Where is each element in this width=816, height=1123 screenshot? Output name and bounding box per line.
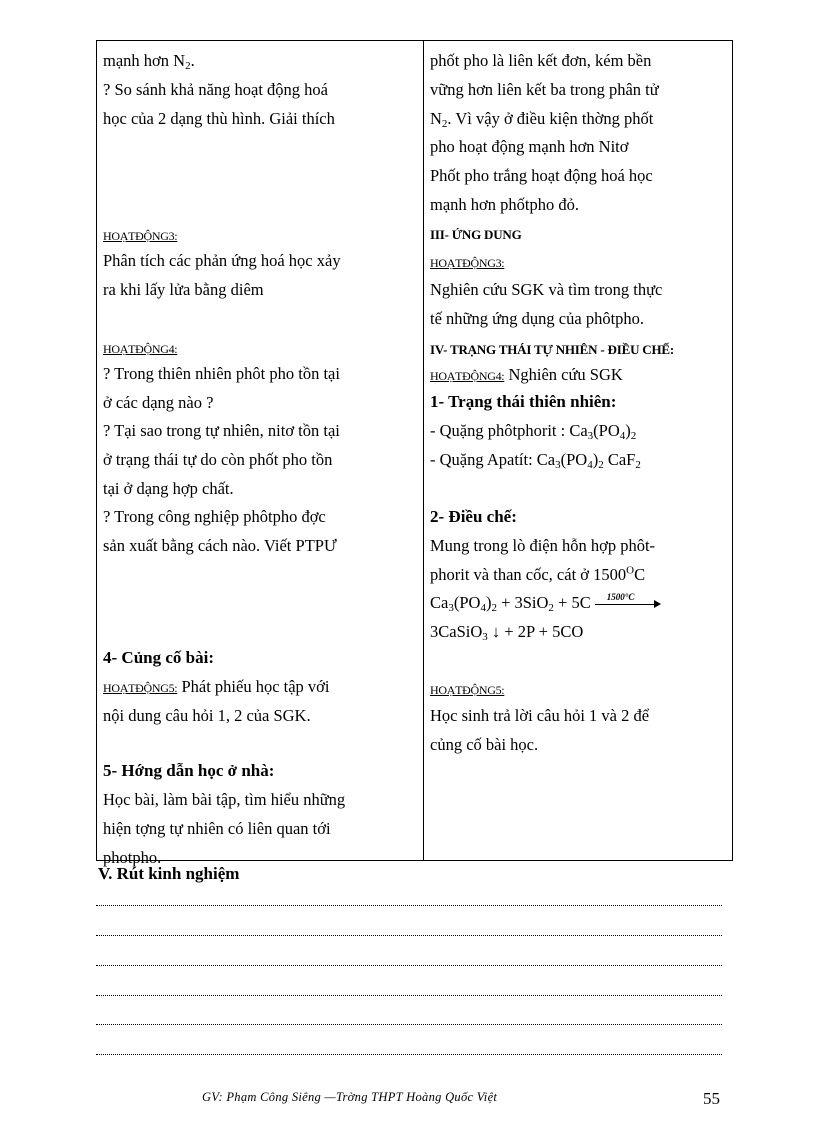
activity-label: HOẠTĐỘNG3: bbox=[103, 229, 178, 243]
text-line: Nghiên cứu SGK và tìm trong thực bbox=[430, 280, 663, 299]
activity-label: HOẠTĐỘNG5: bbox=[103, 681, 178, 695]
section-title: V. Rút kinh nghiệm bbox=[98, 864, 240, 883]
text-line: ra khi lấy lửa bằng diêm bbox=[103, 280, 264, 299]
text-line: HOẠTĐỘNG5: Phát phiếu học tập với bbox=[103, 677, 330, 696]
text-line: phốt pho là liên kết đơn, kém bền bbox=[430, 51, 652, 70]
text-line: Mung trong lò điện hỗn hợp phôt- bbox=[430, 536, 656, 555]
column-divider bbox=[423, 41, 424, 860]
section-heading: 4- Củng cố bài: bbox=[103, 648, 214, 667]
activity-label: HOẠTĐỘNG4: bbox=[103, 342, 178, 356]
text-line: Phốt pho trắng hoạt động hoá học bbox=[430, 166, 653, 185]
text-line: tại ở dạng hợp chất. bbox=[103, 479, 234, 498]
section-heading: III- ỨNG DUNG bbox=[430, 227, 522, 242]
equation: 3CaSiO$_3$ ↓ + 2P + 5CO bbox=[430, 622, 584, 643]
text-line: vững hơn liên kết ba trong phân tử bbox=[430, 80, 659, 99]
text-line: Phân tích các phản ứng hoá học xảy bbox=[103, 251, 341, 270]
text-line: - Quặng Apatít: $Ca_3(PO_4)_2$ CaF$_2$ bbox=[430, 450, 641, 471]
dotted-line bbox=[96, 904, 722, 906]
text-line: - Quặng phôtphorit : $Ca_3(PO_4)_2$ bbox=[430, 421, 637, 442]
text-line: ? Trong công nghiệp phôtpho đợc bbox=[103, 507, 326, 526]
dotted-line bbox=[96, 994, 722, 996]
text-line: sản xuất bằng cách nào. Viết PTPƯ bbox=[103, 536, 337, 555]
text-line: mạnh hơn phốtpho đỏ. bbox=[430, 195, 579, 214]
text-line: photpho. bbox=[103, 848, 162, 867]
text-line: phorit và than cốc, cát ở $1500^OC$ bbox=[430, 564, 646, 584]
text-line: Học sinh trả lời câu hỏi 1 và 2 để bbox=[430, 706, 650, 725]
section-heading: IV- TRẠNG THÁI TỰ NHIÊN - ĐIỀU CHẾ: bbox=[430, 342, 675, 357]
page-footer: GV: Phạm Công Siêng —Trờng THPT Hoàng Quốc Việt bbox=[202, 1090, 498, 1104]
subheading: 2- Điều chế: bbox=[430, 507, 517, 526]
dotted-line bbox=[96, 964, 722, 966]
lesson-table bbox=[96, 40, 733, 867]
text-line: hiện tợng tự nhiên có liên quan tới bbox=[103, 819, 331, 838]
dotted-line bbox=[96, 934, 722, 936]
text-line: Học bài, làm bài tập, tìm hiểu những bbox=[103, 790, 346, 809]
text-line: mạnh hơn $N_2$. bbox=[103, 51, 195, 72]
dotted-line bbox=[96, 1023, 722, 1025]
dotted-line bbox=[96, 1053, 722, 1055]
text-line: pho hoạt động mạnh hơn Nitơ bbox=[430, 137, 629, 156]
subheading: 1- Trạng thái thiên nhiên: bbox=[430, 392, 617, 411]
section-heading: 5- Hớng dẫn học ở nhà: bbox=[103, 761, 275, 780]
text-line: củng cố bài học. bbox=[430, 735, 539, 754]
text-line: ? Tại sao trong tự nhiên, nitơ tồn tại bbox=[103, 421, 340, 440]
text-line: học của 2 dạng thù hình. Giải thích bbox=[103, 109, 335, 128]
text-line: tế những ứng dụng của phôtpho. bbox=[430, 309, 645, 328]
text-line: HOẠTĐỘNG4: Nghiên cứu SGK bbox=[430, 365, 623, 384]
reaction-arrow-icon: 1500°C bbox=[595, 596, 661, 612]
text-line: ? Trong thiên nhiên phôt pho tồn tại bbox=[103, 364, 340, 383]
text-line: $N_2$. Vì vậy ở điều kiện thờng phốt bbox=[430, 109, 654, 130]
activity-label: HOẠTĐỘNG3: bbox=[430, 256, 505, 270]
equation: $Ca_3(PO_4)_2 + 3SiO_2 + 5C$ 1500°C bbox=[430, 593, 661, 613]
activity-label: HOẠTĐỘNG5: bbox=[430, 683, 505, 697]
text-line: ở trạng thái tự do còn phốt pho tồn bbox=[103, 450, 333, 469]
text-line: nội dung câu hỏi 1, 2 của SGK. bbox=[103, 706, 311, 725]
activity-label: HOẠTĐỘNG4: bbox=[430, 369, 505, 383]
page-number: 55 bbox=[703, 1089, 720, 1108]
text-line: ở các dạng nào ? bbox=[103, 393, 214, 412]
text-line: ? So sánh khả năng hoạt động hoá bbox=[103, 80, 328, 99]
